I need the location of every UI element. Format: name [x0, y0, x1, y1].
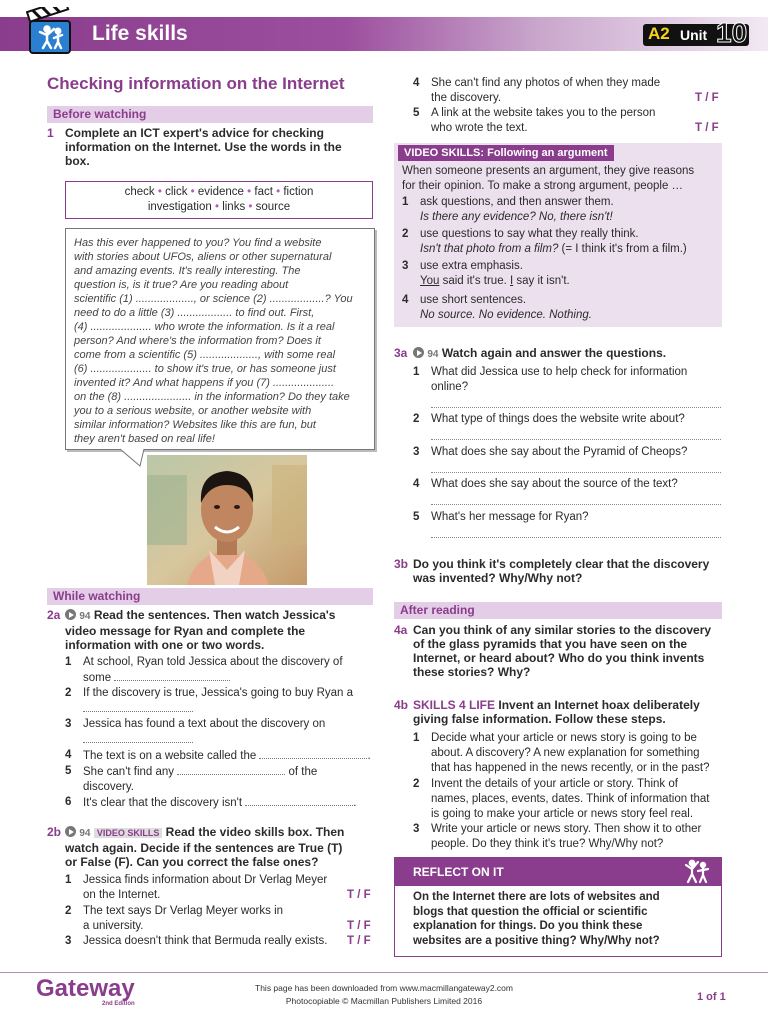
word: links [222, 201, 246, 213]
instruction-line: Read the sentences. Then watch Jessica's [93, 608, 336, 622]
true-false-option[interactable]: T / F [347, 889, 371, 901]
exercise-instruction [65, 608, 365, 652]
video-skills-point: 2 use questions to say what they really think. Isn't that photo from a film? (= I think it's from a film.) [402, 228, 687, 255]
speech-bubble-text [65, 228, 375, 450]
clapperboard-icon [26, 7, 76, 55]
list-item: 2 If the discovery is true, Jessica's going to buy Ryan a [65, 686, 365, 701]
true-false-option[interactable]: T / F [695, 122, 719, 134]
word: investigation [147, 201, 212, 213]
text-line: you to a serious website, or another website with [74, 405, 312, 417]
text-line: person? And where's the information from? Does it [74, 335, 321, 347]
list-item: 5 A link at the website takes you to the person who wrote the text. T / F [413, 107, 719, 134]
instruction-line: information with one or two words. [65, 638, 265, 652]
track-number: 94 [79, 611, 91, 622]
play-icon[interactable] [65, 826, 76, 837]
exercise-number: 2a [47, 608, 61, 622]
section-heading-while-watching: While watching [47, 588, 373, 605]
list-item: 2 The text says Dr Verlag Meyer works in a university. T / F [65, 905, 371, 932]
text-line: invented it? And what happens if you (7) .................... [74, 377, 335, 389]
exercise-number: 4b [394, 698, 409, 712]
text-line: question is, is it true? Are you reading about [74, 279, 289, 291]
page-section-title: Life skills [92, 22, 188, 45]
video-skills-tag: VIDEO SKILLS [94, 828, 163, 838]
list-item: 4 She can't find any photos of when they made the discovery. T / F [413, 77, 719, 104]
text-line: (4) .................... who wrote the information. Is it a real [74, 321, 335, 333]
exercise-number: 1 [47, 126, 54, 140]
step-item: 2 Invent the details of your article or story. Think of names, places, events, dates. Think of information that is going to make your article or news story feel real. [413, 778, 710, 820]
man-photo [147, 455, 307, 585]
question-item: 3 What does she say about the Pyramid of Cheops? [413, 446, 688, 458]
video-skills-intro: When someone presents an argument, they give reasons for their opinion. To make a strong argument, people … [402, 165, 695, 192]
skills-4-life-tag: SKILLS 4 LIFE [413, 698, 496, 712]
text-line: need to do a little (3) .................. to find out. First, [74, 307, 315, 319]
word: click [165, 186, 188, 198]
question-item: 4 What does she say about the source of the text? [413, 478, 678, 490]
exercise-instruction: Can you think of any similar stories to the discovery of the glass pyramids that you have seen on the Internet, or heard about? Who do you think invents these stories? Why? [413, 623, 712, 679]
track-number: 94 [79, 828, 91, 839]
exercise-number: 4a [394, 623, 408, 637]
word-box: check • click • evidence • fact • fiction investigation • links • source [65, 181, 373, 219]
answer-line[interactable] [431, 537, 721, 538]
question-item: 5 What's her message for Ryan? [413, 511, 589, 523]
video-skills-heading: VIDEO SKILLS: Following an argument [398, 145, 614, 161]
people-icon [682, 858, 712, 885]
list-item: 3 Jessica doesn't think that Bermuda really exists. T / F [65, 935, 371, 947]
step-item: 3 Write your article or news story. Then show it to other people. Do they think it's true? Why/Why not? [413, 823, 702, 850]
exercise-instruction: Do you think it's completely clear that the discovery was invented? Why/Why not? [413, 557, 710, 585]
word: check [124, 186, 155, 198]
exercise-number: 2b [47, 825, 62, 839]
reflect-title: REFLECT ON IT [413, 865, 504, 879]
track-number: 94 [427, 349, 439, 360]
speech-bubble-tail [118, 448, 148, 468]
answer-line[interactable] [431, 407, 721, 408]
section-heading-after-reading: After reading [394, 602, 722, 619]
page-title: Checking information on the Internet [47, 74, 345, 93]
answer-line[interactable] [431, 472, 721, 473]
instruction-line: Read the video skills box. Then [165, 825, 345, 839]
play-icon[interactable] [65, 609, 76, 620]
true-false-option[interactable]: T / F [347, 935, 371, 947]
list-item: 1 At school, Ryan told Jessica about the discovery of some [65, 656, 343, 684]
video-skills-point: 3 use extra emphasis. You said it's true. I say it isn't. [402, 260, 570, 287]
unit-level: A2 [648, 24, 670, 43]
question-item: 1 What did Jessica use to help check for information online? [413, 366, 688, 393]
text-line: similar information? Websites like this are fun, but [74, 419, 316, 431]
exercise-instruction: 94 Watch again and answer the questions. [413, 346, 723, 362]
word: source [255, 201, 291, 213]
answer-blank[interactable] [177, 764, 285, 775]
answer-blank[interactable] [259, 748, 367, 759]
instruction-line: or False (F). Can you correct the false ones? [65, 855, 319, 869]
page-number: 1 of 1 [697, 991, 726, 1003]
text-line: (6) .................... to show it's true, or has someone just [74, 363, 336, 375]
text-line: they aren't based on real life! [74, 433, 215, 445]
answer-line[interactable] [431, 504, 721, 505]
list-item: 1 Jessica finds information about Dr Verlag Meyer on the Internet. T / F [65, 874, 371, 901]
answer-line[interactable] [431, 439, 721, 440]
gateway-logo: Gateway [36, 975, 135, 1002]
unit-label: Unit [680, 27, 708, 43]
exercise-instruction [65, 825, 375, 869]
instruction-line: watch again. Decide if the sentences are True (T) [65, 841, 343, 855]
text-line: scientific (1) ..................., or science (2) ..................? You [74, 293, 353, 305]
exercise-number: 3a [394, 346, 408, 360]
true-false-option[interactable]: T / F [695, 92, 719, 104]
word: fiction [283, 186, 314, 198]
video-skills-point: 4 use short sentences. No source. No evidence. Nothing. [402, 294, 592, 321]
text-line: come from a scientific (5) ..................., with some real [74, 349, 336, 361]
instruction-line: video message for Ryan and complete the [65, 624, 306, 638]
true-false-option[interactable]: T / F [347, 920, 371, 932]
footer-download-text: This page has been downloaded from www.macmillangateway2.com [255, 983, 513, 993]
list-item: 3 Jessica has found a text about the discovery on [65, 717, 365, 732]
reflect-text: On the Internet there are lots of websites and blogs that question the official or scientific explanation for things. Do you think these websites are a positive thing? Why/Why not? [413, 891, 660, 947]
word: fact [254, 186, 273, 198]
step-item: 1 Decide what your article or news story is going to be about. A discovery? A new explanation for something that has happened in the news recently, or in the past? [413, 732, 710, 774]
list-item: 4 The text is on a website called the . [65, 749, 371, 762]
edition-label: 2nd Edition [102, 1001, 135, 1007]
answer-blank[interactable] [83, 732, 193, 743]
play-icon[interactable] [413, 347, 424, 358]
footer-divider [0, 972, 768, 973]
answer-blank[interactable] [245, 795, 353, 806]
unit-number: 10 [716, 17, 748, 48]
word: evidence [197, 186, 244, 198]
exercise-number: 3b [394, 557, 409, 571]
exercise-instruction: Complete an ICT expert's advice for checking information on the Internet. Use the words in the box. [65, 126, 342, 168]
video-skills-point: 1 ask questions, and then answer them. Is there any evidence? No, there isn't! [402, 196, 614, 223]
list-item: 6 It's clear that the discovery isn't . [65, 796, 357, 809]
question-item: 2 What type of things does the website write about? [413, 413, 685, 425]
footer-copyright: Photocopiable © Macmillan Publishers Limited 2016 [285, 996, 483, 1006]
text-line: Has this ever happened to you? You find a website [74, 237, 322, 249]
list-item: 5 She can't find any of the discovery. [65, 765, 318, 793]
text-line: on the (8) ...................... in the information? Do they take [74, 391, 350, 403]
exercise-instruction: SKILLS 4 LIFE Invent an Internet hoax deliberately giving false information. Follow these steps. [413, 698, 700, 726]
answer-blank[interactable] [83, 701, 193, 712]
text-line: and amazing events. It's really interesting. The [74, 265, 301, 277]
answer-blank[interactable] [114, 670, 230, 681]
section-heading-before-watching: Before watching [47, 106, 373, 123]
text-line: with stories about UFOs, aliens or other supernatural [74, 251, 332, 263]
